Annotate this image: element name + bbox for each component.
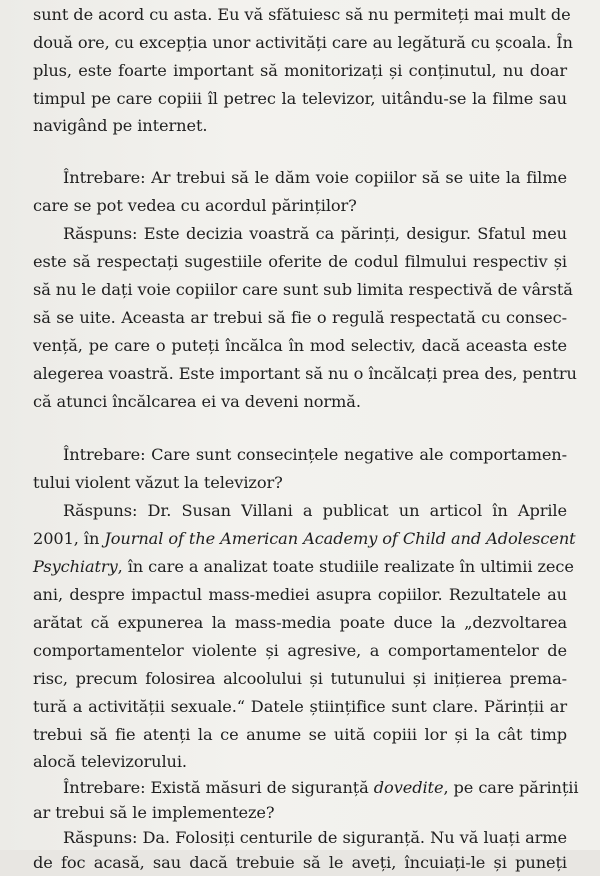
text-line: timpul pe care copiii îl petrec la televizor, uitându-se la filme sau xyxy=(33,89,567,108)
answer-line: să se uite. Aceasta ar trebui să fie o regulă respectată cu consec- xyxy=(33,308,567,327)
answer-text: 2001, în xyxy=(33,529,105,548)
question-line: ar trebui să le implementeze? xyxy=(33,803,275,822)
answer-line: trebui să fie atenți la ce anume se uită copiii lor și la cât timp xyxy=(33,725,567,744)
question-line: care se pot vedea cu acordul părinților? xyxy=(33,196,357,215)
text-line: sunt de acord cu asta. Eu vă sfătuiesc să nu permiteți mai mult de xyxy=(33,5,571,24)
answer-line: Răspuns: Dr. Susan Villani a publicat un articol în Aprile xyxy=(63,501,567,520)
answer-line: ani, despre impactul mass-mediei asupra copiilor. Rezultatele au xyxy=(33,585,567,604)
text-line: plus, este foarte important să monitorizați și conținutul, nu doar xyxy=(33,61,567,80)
question-line: tului violent văzut la televizor? xyxy=(33,473,283,492)
answer-line: că atunci încălcarea ei va deveni normă. xyxy=(33,392,361,411)
text-line: două ore, cu excepția unor activități care au legătură cu școala. În xyxy=(33,33,573,52)
answer-line: alocă televizorului. xyxy=(33,752,187,771)
question-line: Întrebare: Ar trebui să le dăm voie copiilor să se uite la filme xyxy=(63,168,567,187)
answer-line: Răspuns: Este decizia voastră ca părinți, desigur. Sfatul meu xyxy=(63,224,567,243)
text-line: navigând pe internet. xyxy=(33,116,208,135)
answer-line: să nu le dați voie copiilor care sunt sub limita respectivă de vârstă xyxy=(33,280,573,299)
question-text: Întrebare: Există măsuri de siguranță xyxy=(63,778,374,797)
journal-title-cont: Psychiatry xyxy=(33,557,118,576)
answer-line: este să respectați sugestiile oferite de codul filmului respectiv și xyxy=(33,252,567,271)
answer-line: arătat că expunerea la mass-media poate duce la „dezvoltarea xyxy=(33,613,567,632)
question-text: , pe care părinții xyxy=(443,778,579,797)
answer-text: , în care a analizat toate studiile realizate în ultimii zece xyxy=(117,557,574,576)
answer-line: alegerea voastră. Este important să nu o încălcați prea des, pentru xyxy=(33,364,577,383)
journal-title: Journal of the American Academy of Child and Adolescent xyxy=(104,529,576,548)
answer-line: de foc acasă, sau dacă trebuie să le aveți, încuiați-le și puneți xyxy=(33,853,567,872)
answer-line: tură a activității sexuale.“ Datele științifice sunt clare. Părinții ar xyxy=(33,697,567,716)
question-line: Întrebare: Care sunt consecințele negative ale comportamen- xyxy=(63,445,567,464)
answer-line: Răspuns: Da. Folosiți centurile de siguranță. Nu vă luați arme xyxy=(63,828,567,847)
answer-line xyxy=(33,527,576,552)
emphasis: dovedite xyxy=(373,778,444,797)
answer-line: vență, pe care o puteți încălca în mod selectiv, dacă aceasta este xyxy=(33,336,567,355)
question-line xyxy=(63,776,579,801)
answer-line xyxy=(33,555,574,580)
answer-line: risc, precum folosirea alcoolului și tutunului și inițierea prema- xyxy=(33,669,567,688)
answer-line: comportamentelor violente și agresive, a comportamentelor de xyxy=(33,641,567,660)
